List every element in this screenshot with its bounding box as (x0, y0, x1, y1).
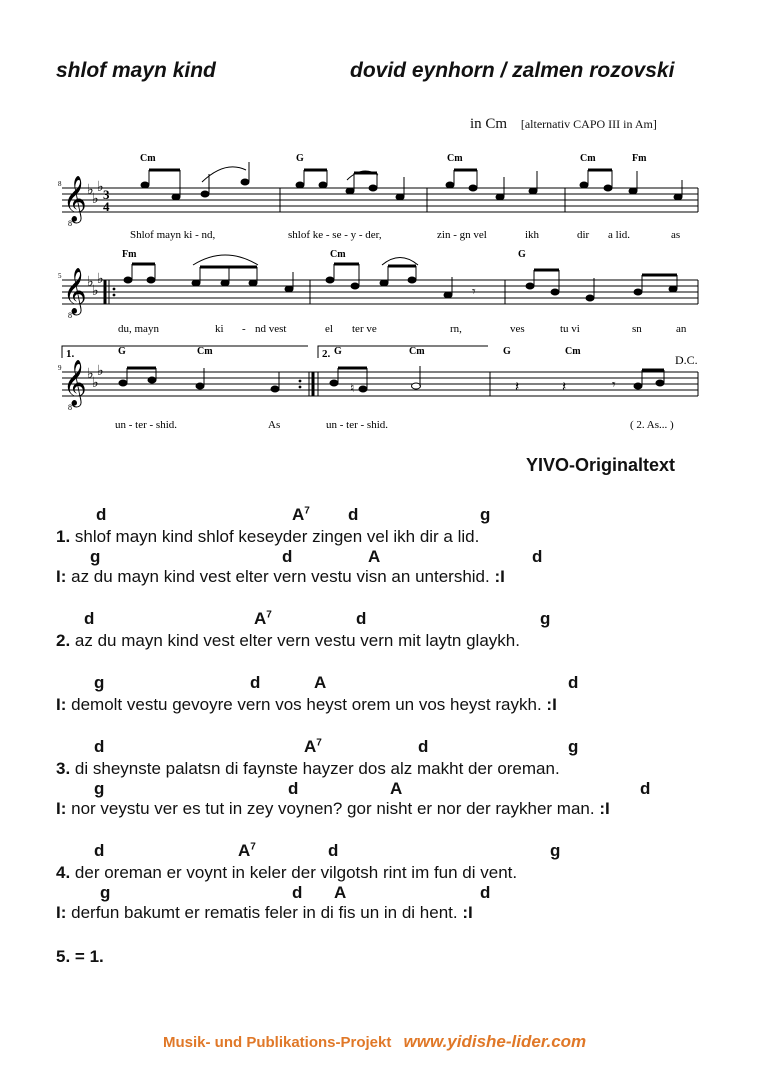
svg-text:ikh: ikh (525, 229, 540, 241)
da-capo-mark: D.C. (675, 353, 698, 367)
svg-text:dir: dir (577, 229, 590, 241)
svg-text:du, mayn: du, mayn (118, 323, 159, 335)
measure-number: 8 (58, 180, 62, 188)
svg-text:♭: ♭ (87, 275, 94, 290)
lyrics-row3 (115, 419, 674, 431)
rest-icon: 𝄽 (515, 380, 520, 395)
verse-line: I: demolt vestu gevoyre vern vos heyst orem un vos heyst raykh. :I (56, 695, 557, 714)
clef-octave-mark: 8 (68, 219, 72, 228)
svg-text:tu vi: tu vi (560, 323, 580, 335)
clef-octave-mark: 8 (68, 403, 72, 412)
svg-text:Fm: Fm (122, 249, 137, 260)
rest-icon: 𝄾 (472, 285, 476, 300)
svg-text:ves: ves (510, 323, 525, 335)
chord-line: g d A d (94, 673, 579, 692)
svg-text:sn: sn (632, 323, 642, 335)
verse-line: I: nor veystu ver es tut in zey voynen? gor nisht er nor der raykher man. :I (56, 799, 610, 818)
svg-text:nd vest: nd vest (255, 323, 287, 335)
lyrics-row1 (130, 229, 680, 241)
natural-icon: ♮ (350, 381, 355, 395)
lyrics-row2 (118, 323, 687, 335)
svg-text:♭: ♭ (92, 376, 99, 391)
notes-row2 (124, 264, 677, 301)
song-title: shlof mayn kind (56, 59, 216, 82)
verse-line: 1. shlof mayn kind shlof keseyder zingen vel ikh dir a lid. (56, 527, 480, 546)
chords-row1 (140, 153, 647, 164)
alt-key-label: [alternativ CAPO III in Am] (520, 117, 657, 131)
svg-text:♭: ♭ (97, 272, 104, 287)
treble-clef-icon: 𝄞 (63, 360, 87, 405)
chord-line: g d A d (90, 547, 543, 566)
svg-text:As: As (268, 419, 281, 431)
svg-text:♭: ♭ (97, 180, 104, 195)
chord-line: d $A^7$ d g (94, 737, 579, 756)
svg-text:ki: ki (215, 323, 224, 335)
svg-text:G: G (118, 346, 126, 357)
svg-text:as: as (671, 229, 681, 241)
volta-1: 1. (66, 348, 75, 360)
verse-line: 4. der oreman er voynt in keler der vilgotsh rint im fun di vent. (56, 863, 518, 882)
svg-text:♭: ♭ (92, 284, 99, 299)
svg-text:Cm: Cm (580, 153, 596, 164)
svg-text:♭: ♭ (87, 183, 94, 198)
svg-text:Cm: Cm (330, 249, 346, 260)
chords-row2 (122, 249, 526, 260)
chord-line: g d A d (100, 883, 491, 902)
svg-text:Cm: Cm (197, 346, 213, 357)
svg-text:-: - (242, 323, 246, 335)
svg-text:Cm: Cm (140, 153, 156, 164)
rest-icon: 𝄾 (612, 378, 616, 393)
yivo-original-label: YIVO-Originaltext (526, 455, 676, 475)
verse-line: 2. az du mayn kind vest elter vern vestu vern mit laytn glaykh. (56, 631, 520, 650)
footer (163, 1032, 586, 1052)
svg-text:ter ve: ter ve (352, 323, 377, 335)
verses (56, 505, 746, 967)
svg-text:G: G (518, 249, 526, 260)
staff-lines (62, 188, 698, 396)
svg-text:♭: ♭ (97, 364, 104, 379)
verse-line: 3. di sheynste palatsn di faynste hayzer dos alz makht der oreman. (56, 759, 560, 778)
svg-text:( 2. As... ): ( 2. As... ) (630, 419, 674, 431)
verse-line: I: derfun bakumt er rematis feler in di fis un in di hent. :I (56, 903, 473, 922)
verse-line: 5. = 1. (56, 947, 104, 966)
verse-line: I: az du mayn kind vest elter vern vestu visn an untershid. :I (56, 567, 505, 586)
chord-line: d $A^7$ d g (96, 505, 491, 524)
clef-octave-mark: 8 (68, 311, 72, 320)
chord-line: g d A d (94, 779, 651, 798)
svg-text:Cm: Cm (409, 346, 425, 357)
measure-number: 9 (58, 364, 62, 372)
chord-line: d $A^7$ d g (84, 609, 551, 628)
song-authors: dovid eynhorn / zalmen rozovski (350, 59, 675, 82)
svg-text:Shlof mayn ki - nd,: Shlof mayn ki - nd, (130, 229, 216, 241)
svg-text:G: G (503, 346, 511, 357)
sheet-music (0, 140, 768, 440)
measure-number: 5 (58, 272, 62, 280)
chord-line: d $A^7$ d g (94, 841, 561, 860)
svg-text:shlof ke - se - y - der,: shlof ke - se - y - der, (288, 229, 382, 241)
key-info (470, 116, 657, 133)
svg-text:el: el (325, 323, 333, 335)
svg-text:♭: ♭ (92, 192, 99, 207)
rest-icon: 𝄽 (562, 380, 567, 395)
svg-text:a lid.: a lid. (608, 229, 630, 241)
svg-text:Cm: Cm (565, 346, 581, 357)
svg-text:zin - gn vel: zin - gn vel (437, 229, 487, 241)
notes-row3 (119, 366, 664, 392)
svg-text:G: G (334, 346, 342, 357)
svg-text:Cm: Cm (447, 153, 463, 164)
svg-text:an: an (676, 323, 687, 335)
svg-text:G: G (296, 153, 304, 164)
treble-clef-icon: 𝄞 (63, 268, 87, 313)
time-signature-top: 3 (103, 187, 110, 202)
treble-clef-icon: 𝄞 (63, 176, 87, 221)
time-signature-bottom: 4 (103, 199, 110, 214)
svg-text:rn,: rn, (450, 323, 462, 335)
key-label: in Cm (470, 116, 508, 132)
footer-project: Musik- und Publikations-Projekt (163, 1034, 392, 1051)
svg-text:un - ter - shid.: un - ter - shid. (115, 419, 178, 431)
footer-url-link[interactable]: www.yidishe-lider.com (403, 1032, 587, 1051)
svg-text:♭: ♭ (87, 367, 94, 382)
volta-2: 2. (322, 348, 331, 360)
svg-text:un - ter - shid.: un - ter - shid. (326, 419, 389, 431)
svg-text:Fm: Fm (632, 153, 647, 164)
chords-row3 (118, 346, 581, 357)
